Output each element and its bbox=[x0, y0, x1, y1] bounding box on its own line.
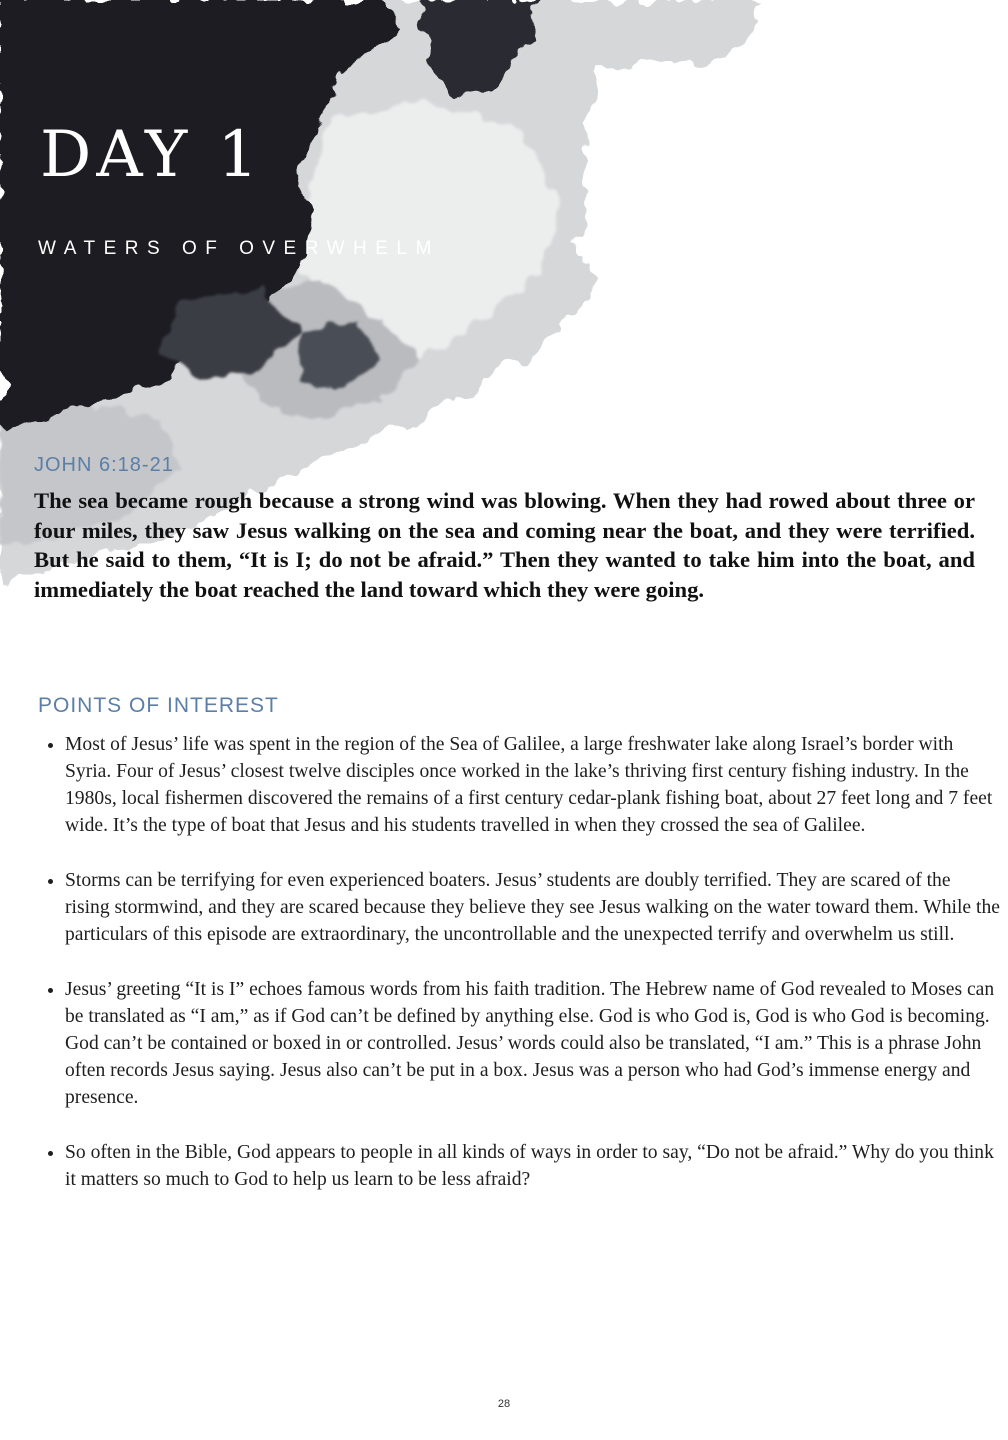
page-number: 28 bbox=[497, 1398, 511, 1410]
point-item: • Storms can be terrifying for even experienced boaters. Jesus’ students are doubly terrified. They are scared of the rising stormwind, and they are scared because they believe they see Jesus walking on the water toward them. While the particulars of this episode are extraordinary, the uncontrollable and the unexpected terrify and overwhelm us still. bbox=[65, 867, 1000, 948]
day-subtitle: WATERS OF OVERWHELM bbox=[38, 238, 440, 259]
point-item: • Jesus’ greeting “It is I” echoes famous words from his faith tradition. The Hebrew name of God revealed to Moses can be translated as “I am,” as if God can’t be defined by anything else. God is who God is, God is who God is becoming. God can’t be contained or boxed in or controlled. Jesus’ words could also be translated, “I am.” This is a phrase John often records Jesus saying. Jesus also can’t be put in a box. Jesus was a person who had God’s immense energy and presence. bbox=[65, 976, 1000, 1111]
point-item: • So often in the Bible, God appears to people in all kinds of ways in order to say, “Do not be afraid.” Why do you think it matters so much to God to help us learn to be less afraid? bbox=[65, 1139, 1000, 1193]
scripture-reference: JOHN 6:18-21 bbox=[34, 454, 174, 476]
points-of-interest-heading: POINTS OF INTEREST bbox=[38, 694, 279, 717]
scripture-passage: The sea became rough because a strong wind was blowing. When they had rowed about three or four miles, they saw Jesus walking on the sea and coming near the boat, and they were terrified. But he said to them, “It is I; do not be afraid.” Then they wanted to take him into the boat, and immediately the boat reached the land toward which they were going. bbox=[34, 488, 975, 602]
day-title: DAY 1 bbox=[40, 118, 264, 192]
point-item: • Most of Jesus’ life was spent in the region of the Sea of Galilee, a large freshwater lake along Israel’s border with Syria. Four of Jesus’ closest twelve disciples once worked in the lake’s thriving first century fishing industry. In the 1980s, local fishermen discovered the remains of a first century cedar-plank fishing boat, about 27 feet long and 7 feet wide. It’s the type of boat that Jesus and his students travelled in when they crossed the sea of Galilee. bbox=[65, 731, 1000, 839]
points-of-interest-list bbox=[40, 731, 1000, 1221]
